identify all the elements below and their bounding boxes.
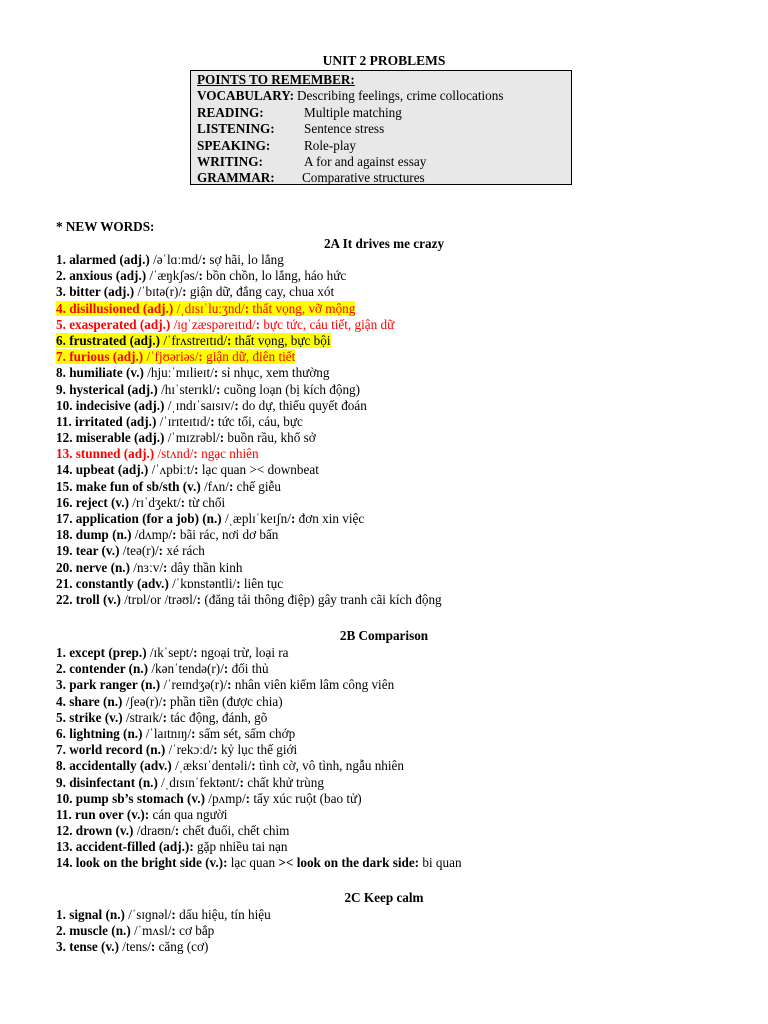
- vocab-meaning: tình cờ, vô tình, ngẫu nhiên: [255, 758, 405, 774]
- vocab-separator: :: [189, 839, 194, 855]
- list-item: [56, 317, 756, 333]
- vocab-term: 1. except (prep.): [56, 645, 147, 660]
- vocab-meaning: từ chối: [185, 494, 226, 510]
- list-item: [56, 527, 756, 543]
- list-item-content: [56, 462, 319, 477]
- vocab-separator: :: [228, 478, 234, 494]
- vocab-meaning: dây thần kinh: [167, 559, 243, 575]
- vocab-ipa: /ˈkɒnstəntli/: [168, 575, 237, 591]
- vocab-term: 7. world record (n.): [56, 742, 166, 758]
- list-item-content: [56, 775, 324, 790]
- list-item: [56, 710, 756, 726]
- vocab-separator: :: [219, 430, 225, 446]
- vocab-ipa: /ʃeə(r)/: [122, 693, 163, 709]
- vocab-term: 5. exasperated (adj.): [56, 316, 171, 332]
- points-label: SPEAKING:: [197, 137, 271, 153]
- vocab-meaning: bồn chồn, lo lắng, háo hức: [202, 268, 347, 284]
- vocab-term: 22. troll (v.): [56, 591, 121, 607]
- list-item: [56, 694, 756, 710]
- vocab-ipa: /rɪˈdʒekt/: [128, 494, 181, 510]
- list-item: [56, 333, 756, 349]
- list-item-content: [56, 284, 334, 299]
- vocab-ipa: /ˈsɪɡnəl/: [124, 907, 172, 922]
- list-item-content: [56, 479, 281, 494]
- list-item: [56, 576, 756, 592]
- vocab-term: 5. strike (v.): [56, 709, 123, 725]
- vocab-meaning: gặp nhiều tai nạn: [193, 839, 288, 855]
- vocab-term: 11. run over (v.): [56, 806, 145, 822]
- vocab-separator: :: [198, 268, 203, 284]
- vocab-term: 14. look on the bright side (v.): [56, 855, 224, 871]
- vocab-meaning: sợ hãi, lo lắng: [206, 252, 284, 267]
- vocab-term: 10. indecisive (adj.): [56, 397, 165, 413]
- vocab-meaning: bãi rác, nơi dơ bẩn: [176, 527, 279, 543]
- points-value: Role-play: [304, 137, 357, 153]
- vocab-term: 4. disillusioned (adj.): [56, 300, 174, 316]
- list-item: [56, 823, 756, 839]
- vocab-ipa: /ˌæksɪˈdentəli/: [171, 758, 252, 774]
- vocab-meaning: xé rách: [163, 543, 205, 559]
- vocab-meaning: sấm sét, sấm chớp: [195, 725, 296, 741]
- vocab-list-2c: [56, 907, 756, 956]
- list-item-content: [56, 661, 269, 676]
- vocab-ipa: /ˌæplɪˈkeɪʃn/: [221, 511, 291, 526]
- list-item-content: [56, 511, 364, 526]
- vocab-meaning-opposite: bi quan: [419, 855, 462, 871]
- vocab-term: 16. reject (v.): [56, 494, 129, 510]
- vocab-ipa: /stʌnd/: [154, 446, 194, 462]
- list-item-content: [56, 923, 214, 938]
- vocab-ipa: /ˈmʌsl/: [130, 923, 172, 939]
- list-item: [56, 726, 756, 742]
- vocab-list-2a: [56, 252, 756, 608]
- vocab-ipa: /ˈfjʊəriəs/: [143, 349, 199, 365]
- vocab-ipa: /ˈlaɪtnɪŋ/: [142, 725, 192, 741]
- list-item: [56, 252, 756, 268]
- vocab-separator: :: [171, 907, 176, 922]
- vocab-meaning: lạc quan >< downbeat: [198, 462, 319, 478]
- list-item-content: [56, 382, 360, 397]
- list-item-content: [56, 839, 287, 854]
- vocab-ipa: /ˌdɪsɪnˈfektənt/: [157, 774, 240, 790]
- vocab-ipa: /straɪk/: [122, 709, 163, 725]
- vocab-meaning: do dự, thiếu quyết đoán: [238, 397, 367, 413]
- vocab-separator: :: [227, 677, 232, 693]
- vocab-separator: :: [290, 511, 296, 526]
- vocab-term: 17. application (for a job) (n.): [56, 511, 222, 526]
- vocab-term: 11. irritated (adj.): [56, 413, 157, 429]
- vocab-separator: :: [171, 923, 176, 939]
- list-item: [56, 775, 756, 791]
- vocab-ipa: /hɪˈsterɪkl/: [157, 381, 217, 397]
- vocab-separator: :: [255, 316, 261, 332]
- list-item: [56, 495, 756, 511]
- vocab-ipa: /ɪkˈsept/: [146, 645, 194, 660]
- list-item: [56, 365, 756, 381]
- list-item-content: [56, 430, 316, 445]
- vocab-meaning: ngoại trừ, loại ra: [197, 645, 289, 660]
- vocab-term-opposite: >< look on the dark side:: [278, 855, 420, 871]
- list-item-content: [56, 398, 367, 413]
- vocab-separator: :: [216, 381, 221, 397]
- vocab-meaning: giận dữ, đắng cay, chua xót: [186, 284, 335, 300]
- vocab-ipa: /hjuːˈmɪlieɪt/: [143, 365, 214, 381]
- vocab-separator: :: [174, 823, 180, 839]
- vocab-meaning: kỷ lục thế giới: [217, 742, 298, 758]
- list-item: [56, 758, 756, 774]
- vocab-separator: :: [239, 774, 244, 790]
- vocab-separator: :: [162, 693, 167, 709]
- vocab-meaning: cán qua người: [149, 806, 228, 822]
- list-item: [56, 677, 756, 693]
- vocab-list-2b: [56, 645, 756, 872]
- vocab-ipa: /tens/: [119, 939, 151, 955]
- list-item-content: [56, 807, 227, 822]
- list-item-content: [56, 576, 283, 591]
- vocab-meaning: nhân viên kiểm lâm công viên: [231, 677, 395, 693]
- list-item: [56, 661, 756, 677]
- vocab-term: 10. pump sb’s stomach (v.): [56, 790, 205, 806]
- vocab-ipa: /ˈfrʌstreɪtɪd/: [160, 332, 228, 348]
- list-item-content: [56, 758, 404, 773]
- vocab-ipa: /ˈʌpbiːt/: [148, 462, 195, 478]
- list-item-content: [56, 592, 442, 607]
- points-value: Sentence stress: [304, 121, 385, 137]
- list-item: [56, 907, 756, 923]
- vocab-meaning: dấu hiệu, tín hiệu: [175, 907, 271, 922]
- list-item: [56, 855, 756, 871]
- list-item-content: [56, 317, 394, 332]
- vocab-term: 3. bitter (adj.): [56, 284, 135, 300]
- points-value: A for and against essay: [304, 153, 427, 169]
- points-label: READING:: [197, 104, 264, 120]
- list-item: [56, 511, 756, 527]
- list-item: [56, 807, 756, 823]
- list-item-content: [56, 939, 208, 954]
- vocab-meaning: thất vọng, vỡ mộng: [249, 300, 356, 316]
- vocab-separator: :: [162, 709, 168, 725]
- vocab-meaning: giận dữ, điên tiết: [202, 349, 296, 365]
- vocab-term: 4. share (n.): [56, 693, 123, 709]
- vocab-meaning: liên tục: [240, 575, 284, 591]
- vocab-ipa: /ˈrekɔːd/: [165, 742, 214, 758]
- vocab-ipa: /ˌdɪsɪˈluːʒnd/: [173, 300, 245, 316]
- vocab-term: 9. disinfectant (n.): [56, 774, 158, 790]
- vocab-meaning: buồn rầu, khổ sở: [224, 430, 316, 446]
- vocab-term: 7. furious (adj.): [56, 349, 144, 365]
- vocab-separator: :: [182, 284, 187, 300]
- section-title-2b: 2B Comparison: [339, 628, 429, 643]
- vocab-term: 18. dump (n.): [56, 527, 132, 543]
- points-row-reading: [197, 105, 571, 121]
- vocab-separator: :: [193, 446, 198, 462]
- vocab-term: 13. stunned (adj.): [56, 446, 155, 462]
- vocab-meaning: tức tối, cáu, bực: [214, 413, 303, 429]
- vocab-separator: :: [236, 575, 241, 591]
- vocab-separator: :: [194, 462, 199, 478]
- list-item-content: [56, 855, 462, 870]
- vocab-term: 1. signal (n.): [56, 907, 125, 922]
- vocab-term: 2. contender (n.): [56, 661, 149, 677]
- list-item-content: [56, 527, 278, 542]
- vocab-separator: :: [210, 413, 215, 429]
- vocab-term: 3. tense (v.): [56, 939, 119, 955]
- list-item-content: [56, 645, 289, 660]
- vocab-separator: :: [163, 559, 168, 575]
- list-item-content: [56, 252, 284, 267]
- vocab-term: 8. humiliate (v.): [56, 365, 144, 381]
- vocab-term: 15. make fun of sb/sth (v.): [56, 478, 201, 494]
- vocab-separator: :: [245, 790, 251, 806]
- vocab-ipa: /teə(r)/: [119, 543, 159, 559]
- list-item: [56, 939, 756, 955]
- vocab-term: 9. hysterical (adj.): [56, 381, 158, 397]
- list-item: [56, 398, 756, 414]
- vocab-ipa: /dʌmp/: [131, 527, 173, 543]
- points-value: Describing feelings, crime collocations: [296, 88, 504, 104]
- points-header: POINTS TO REMEMBER:: [197, 72, 355, 87]
- vocab-meaning: đối thủ: [228, 661, 269, 677]
- list-item-content: [56, 710, 267, 725]
- list-item-content: [56, 791, 362, 806]
- vocab-term: 2. anxious (adj.): [56, 268, 147, 284]
- list-item: [56, 414, 756, 430]
- vocab-meaning: sỉ nhục, xem thường: [218, 365, 330, 381]
- vocab-separator: :: [180, 494, 186, 510]
- vocab-separator: :: [223, 661, 229, 677]
- vocab-separator: :: [193, 645, 198, 660]
- list-item: [56, 923, 756, 939]
- vocab-ipa: /ˈæŋkʃəs/: [146, 268, 199, 284]
- vocab-meaning: lạc quan: [227, 855, 279, 871]
- points-row-writing: [197, 154, 571, 170]
- list-item-content: [56, 414, 303, 429]
- vocab-meaning: tác động, đánh, gõ: [167, 709, 268, 725]
- list-item: [56, 645, 756, 661]
- points-row-vocabulary: [197, 88, 571, 104]
- vocab-term: 21. constantly (adv.): [56, 575, 169, 591]
- vocab-term: 20. nerve (n.): [56, 559, 130, 575]
- list-item: [56, 742, 756, 758]
- list-item: [56, 301, 756, 317]
- vocab-ipa: /ɪɡˈzæspəreɪtɪd/: [170, 316, 256, 332]
- points-row-speaking: [197, 138, 571, 154]
- vocab-separator: :: [244, 300, 250, 316]
- list-item-content: [56, 907, 271, 922]
- vocab-meaning: phần tiền (được chia): [166, 693, 283, 709]
- list-item-content: [56, 349, 295, 364]
- vocab-separator: :: [144, 806, 150, 822]
- points-row-listening: [197, 121, 571, 137]
- list-item-content: [56, 446, 259, 461]
- list-item: [56, 462, 756, 478]
- vocab-separator: :: [150, 939, 156, 955]
- vocab-term: 6. frustrated (adj.): [56, 332, 161, 348]
- vocab-ipa: /ˈɪrɪteɪtɪd/: [156, 413, 211, 429]
- list-item-content: [56, 823, 289, 838]
- section-title-2c: 2C Keep calm: [344, 890, 424, 905]
- vocab-separator: :: [158, 543, 164, 559]
- vocab-term: 3. park ranger (n.): [56, 677, 161, 693]
- vocab-term: 19. tear (v.): [56, 543, 120, 559]
- list-item: [56, 349, 756, 365]
- vocab-term: 12. drown (v.): [56, 823, 134, 839]
- vocab-term: 2. muscle (n.): [56, 923, 131, 939]
- vocab-ipa: /ˌɪndɪˈsaɪsɪv/: [164, 397, 235, 413]
- page-title: UNIT 2 PROBLEMS: [322, 53, 446, 68]
- vocab-ipa: /trɒl/or /trəʊl/: [120, 591, 197, 607]
- vocab-separator: :: [201, 252, 207, 267]
- list-item-content: [56, 365, 329, 380]
- vocab-separator: :: [172, 527, 177, 543]
- list-item: [56, 479, 756, 495]
- vocab-term: 12. miserable (adj.): [56, 430, 165, 446]
- list-item-content: [56, 677, 394, 692]
- vocab-term: 14. upbeat (adj.): [56, 462, 149, 478]
- vocab-ipa: /nɜːv/: [129, 559, 163, 575]
- vocab-meaning: chất khử trùng: [243, 774, 324, 790]
- list-item-content: [56, 742, 297, 757]
- vocab-separator: :: [251, 758, 256, 774]
- vocab-separator: :: [213, 365, 219, 381]
- vocab-separator: :: [223, 855, 228, 871]
- vocab-separator: :: [213, 742, 218, 758]
- vocab-meaning: chế giễu: [233, 478, 281, 494]
- vocab-ipa: /ˈmɪzrəbl/: [164, 430, 220, 446]
- vocab-ipa: /ˈreɪndʒə(r)/: [160, 677, 228, 693]
- vocab-ipa: /əˈlɑːmd/: [149, 252, 202, 267]
- list-item-content: [56, 694, 283, 709]
- points-to-remember-box: [190, 70, 572, 185]
- list-item-content: [56, 301, 355, 316]
- list-item-content: [56, 495, 225, 510]
- list-item-content: [56, 726, 295, 741]
- vocab-term: 13. accident-filled (adj.): [56, 839, 190, 855]
- list-item: [56, 543, 756, 559]
- vocab-term: 1. alarmed (adj.): [56, 252, 150, 267]
- list-item-content: [56, 543, 205, 558]
- vocab-ipa: /kənˈtendə(r)/: [148, 661, 224, 677]
- section-title-2a: 2A It drives me crazy: [323, 236, 445, 251]
- list-item-content: [56, 268, 346, 283]
- vocab-meaning: cuồng loạn (bị kích động): [220, 381, 361, 397]
- vocab-separator: :: [196, 591, 202, 607]
- vocab-separator: :: [198, 349, 203, 365]
- list-item: [56, 284, 756, 300]
- list-item: [56, 446, 756, 462]
- list-item: [56, 791, 756, 807]
- new-words-label: * NEW WORDS:: [56, 219, 155, 234]
- vocab-meaning: bực tức, cáu tiết, giận dữ: [260, 316, 395, 332]
- points-label: LISTENING:: [197, 121, 275, 137]
- vocab-meaning: đơn xin việc: [295, 511, 365, 526]
- vocab-term: 6. lightning (n.): [56, 725, 143, 741]
- vocab-separator: :: [234, 397, 239, 413]
- vocab-separator: :: [227, 332, 232, 348]
- vocab-meaning: căng (cơ): [155, 939, 209, 955]
- list-item: [56, 839, 756, 855]
- vocab-ipa: /fʌn/: [200, 478, 229, 494]
- vocab-meaning: thất vọng, bực bội: [231, 332, 331, 348]
- list-item: [56, 592, 756, 608]
- list-item: [56, 430, 756, 446]
- list-item-content: [56, 560, 243, 575]
- vocab-ipa: /ˈbɪtə(r)/: [134, 284, 183, 300]
- points-row-grammar: [197, 170, 571, 186]
- vocab-meaning: cơ bắp: [175, 923, 215, 939]
- vocab-ipa: /draʊn/: [133, 823, 175, 839]
- vocab-meaning: (đăng tải thông điệp) gây tranh cãi kích động: [201, 591, 442, 607]
- points-label: VOCABULARY:: [197, 88, 294, 104]
- list-item: [56, 560, 756, 576]
- vocab-meaning: chết đuối, chết chìm: [179, 823, 290, 839]
- vocab-meaning: ngạc nhiên: [197, 446, 259, 462]
- points-label: GRAMMAR:: [197, 170, 275, 186]
- vocab-term: 8. accidentally (adv.): [56, 758, 172, 774]
- list-item: [56, 268, 756, 284]
- list-item-content: [56, 333, 331, 348]
- vocab-meaning: tẩy xúc ruột (bao tử): [250, 790, 362, 806]
- vocab-ipa: /pʌmp/: [205, 790, 246, 806]
- points-value: Multiple matching: [304, 104, 402, 120]
- points-value: Comparative structures: [302, 170, 425, 186]
- points-label: WRITING:: [197, 153, 263, 169]
- vocab-separator: :: [191, 725, 196, 741]
- list-item: [56, 382, 756, 398]
